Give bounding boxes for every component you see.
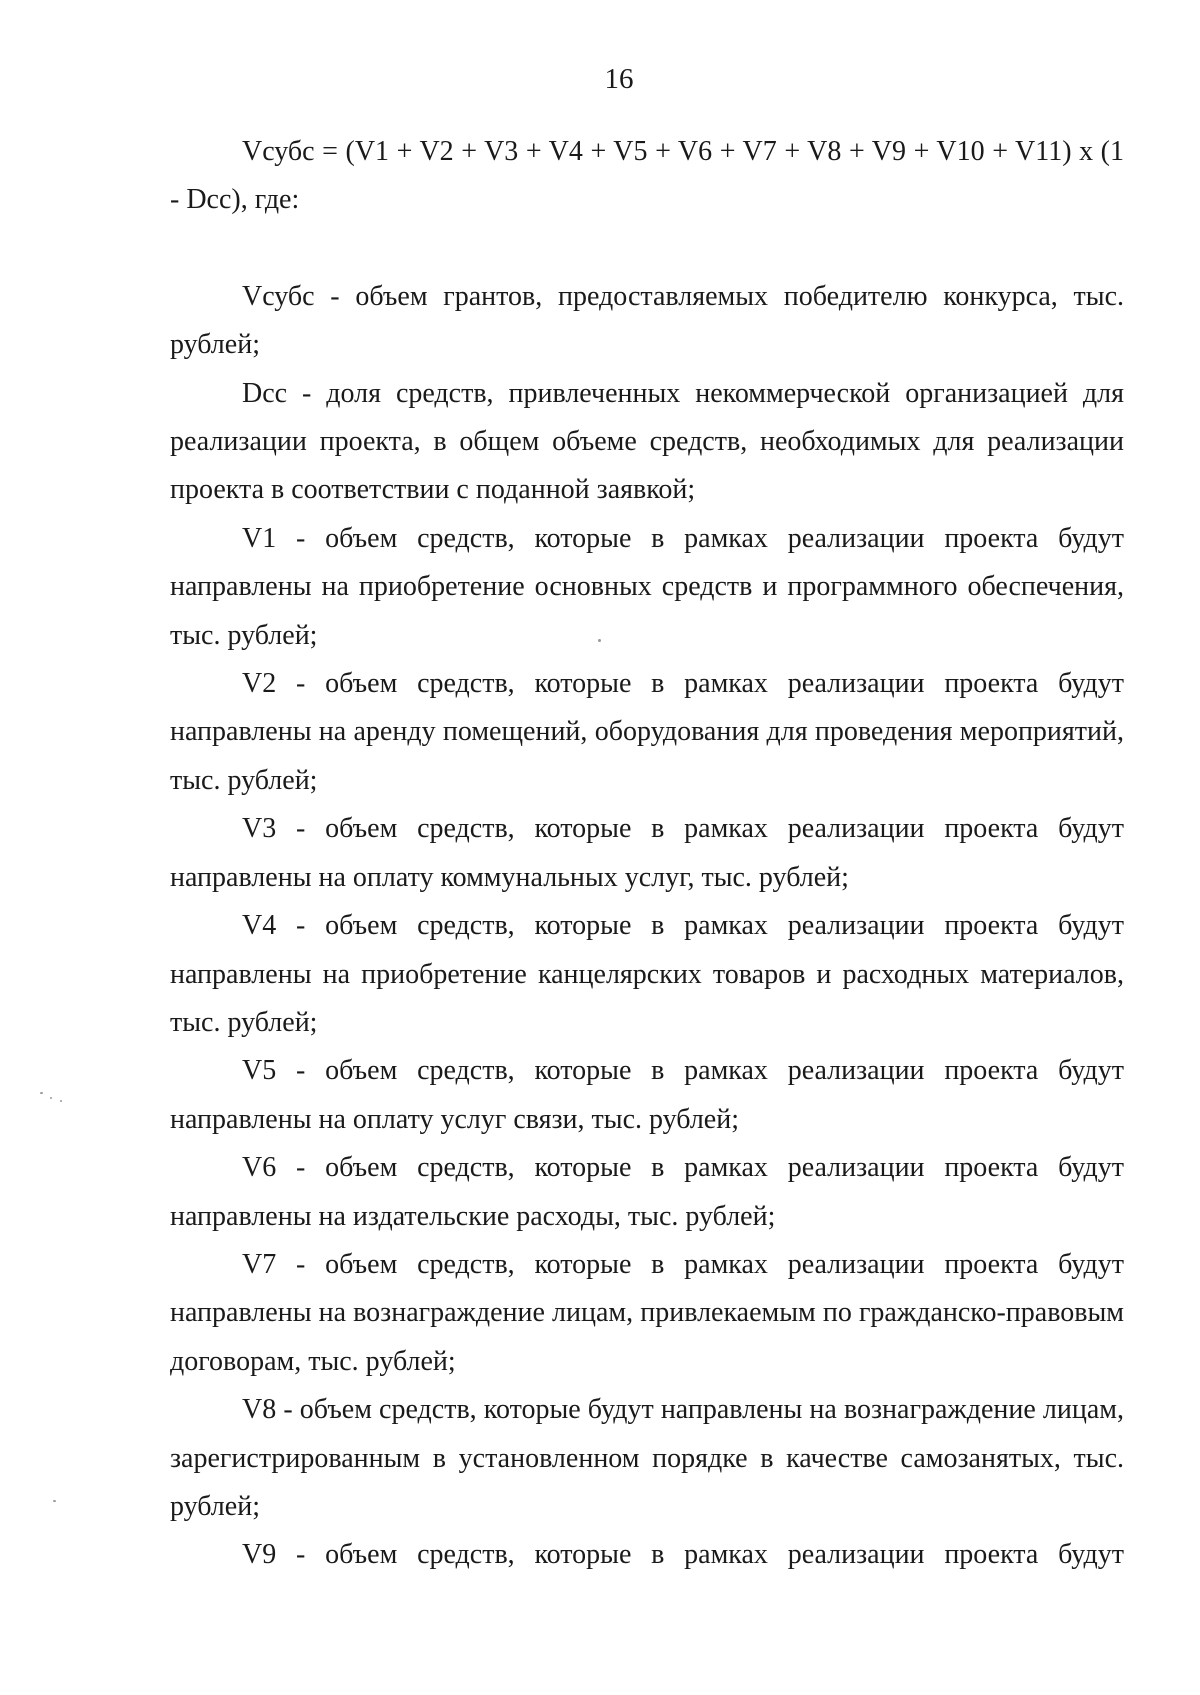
document-body [170,128,1124,1580]
definition-v7: V7 - объем средств, которые в рамках реализации проекта будут направлены на вознаграждение лицам, привлекаемым по гражданско-правовым договорам, тыс. рублей; [170,1248,1124,1377]
definition-v9: V9 - объем средств, которые в рамках реализации проекта будут [242,1539,1124,1571]
definition-dcc: Dcc - доля средств, привлеченных некоммерческой организацией для реализации проекта, в общем объеме средств, необходимых для реализации проекта в соответствии с поданной заявкой; [170,377,1124,506]
scan-speck [53,1500,56,1502]
definition-v1: V1 - объем средств, которые в рамках реализации проекта будут направлены на приобретение основных средств и программного обеспечения, тыс. рублей; [170,522,1124,651]
scan-speck [40,1092,43,1094]
scan-speck [50,1097,52,1099]
page-number: 16 [604,63,634,95]
grant-formula: Vсубс = (V1 + V2 + V3 + V4 + V5 + V6 + V7 + V8 + V9 + V10 + V11) x (1 - Dcc), где: [170,136,1124,216]
definition-v6: V6 - объем средств, которые в рамках реализации проекта будут направлены на издательские расходы, тыс. рублей; [170,1152,1124,1232]
definition-v3: V3 - объем средств, которые в рамках реализации проекта будут направлены на оплату коммунальных услуг, тыс. рублей; [170,813,1124,893]
definition-v8: V8 - объем средств, которые будут направлены на вознаграждение лицам, зарегистрированным в установленном порядке в качестве самозанятых, тыс. рублей; [170,1394,1124,1522]
scan-speck [60,1100,62,1102]
definition-v4: V4 - объем средств, которые в рамках реализации проекта будут направлены на приобретение канцелярских товаров и расходных материалов, тыс. рублей; [170,910,1124,1038]
scan-speck [598,639,601,642]
definition-v5: V5 - объем средств, которые в рамках реализации проекта будут направлены на оплату услуг связи, тыс. рублей; [170,1055,1124,1135]
definition-vsubs: Vсубс - объем грантов, предоставляемых победителю конкурса, тыс. рублей; [170,280,1124,361]
definition-v2: V2 - объем средств, которые в рамках реализации проекта будут направлены на аренду помещений, оборудования для проведения мероприятий, тыс. рублей; [170,668,1124,796]
